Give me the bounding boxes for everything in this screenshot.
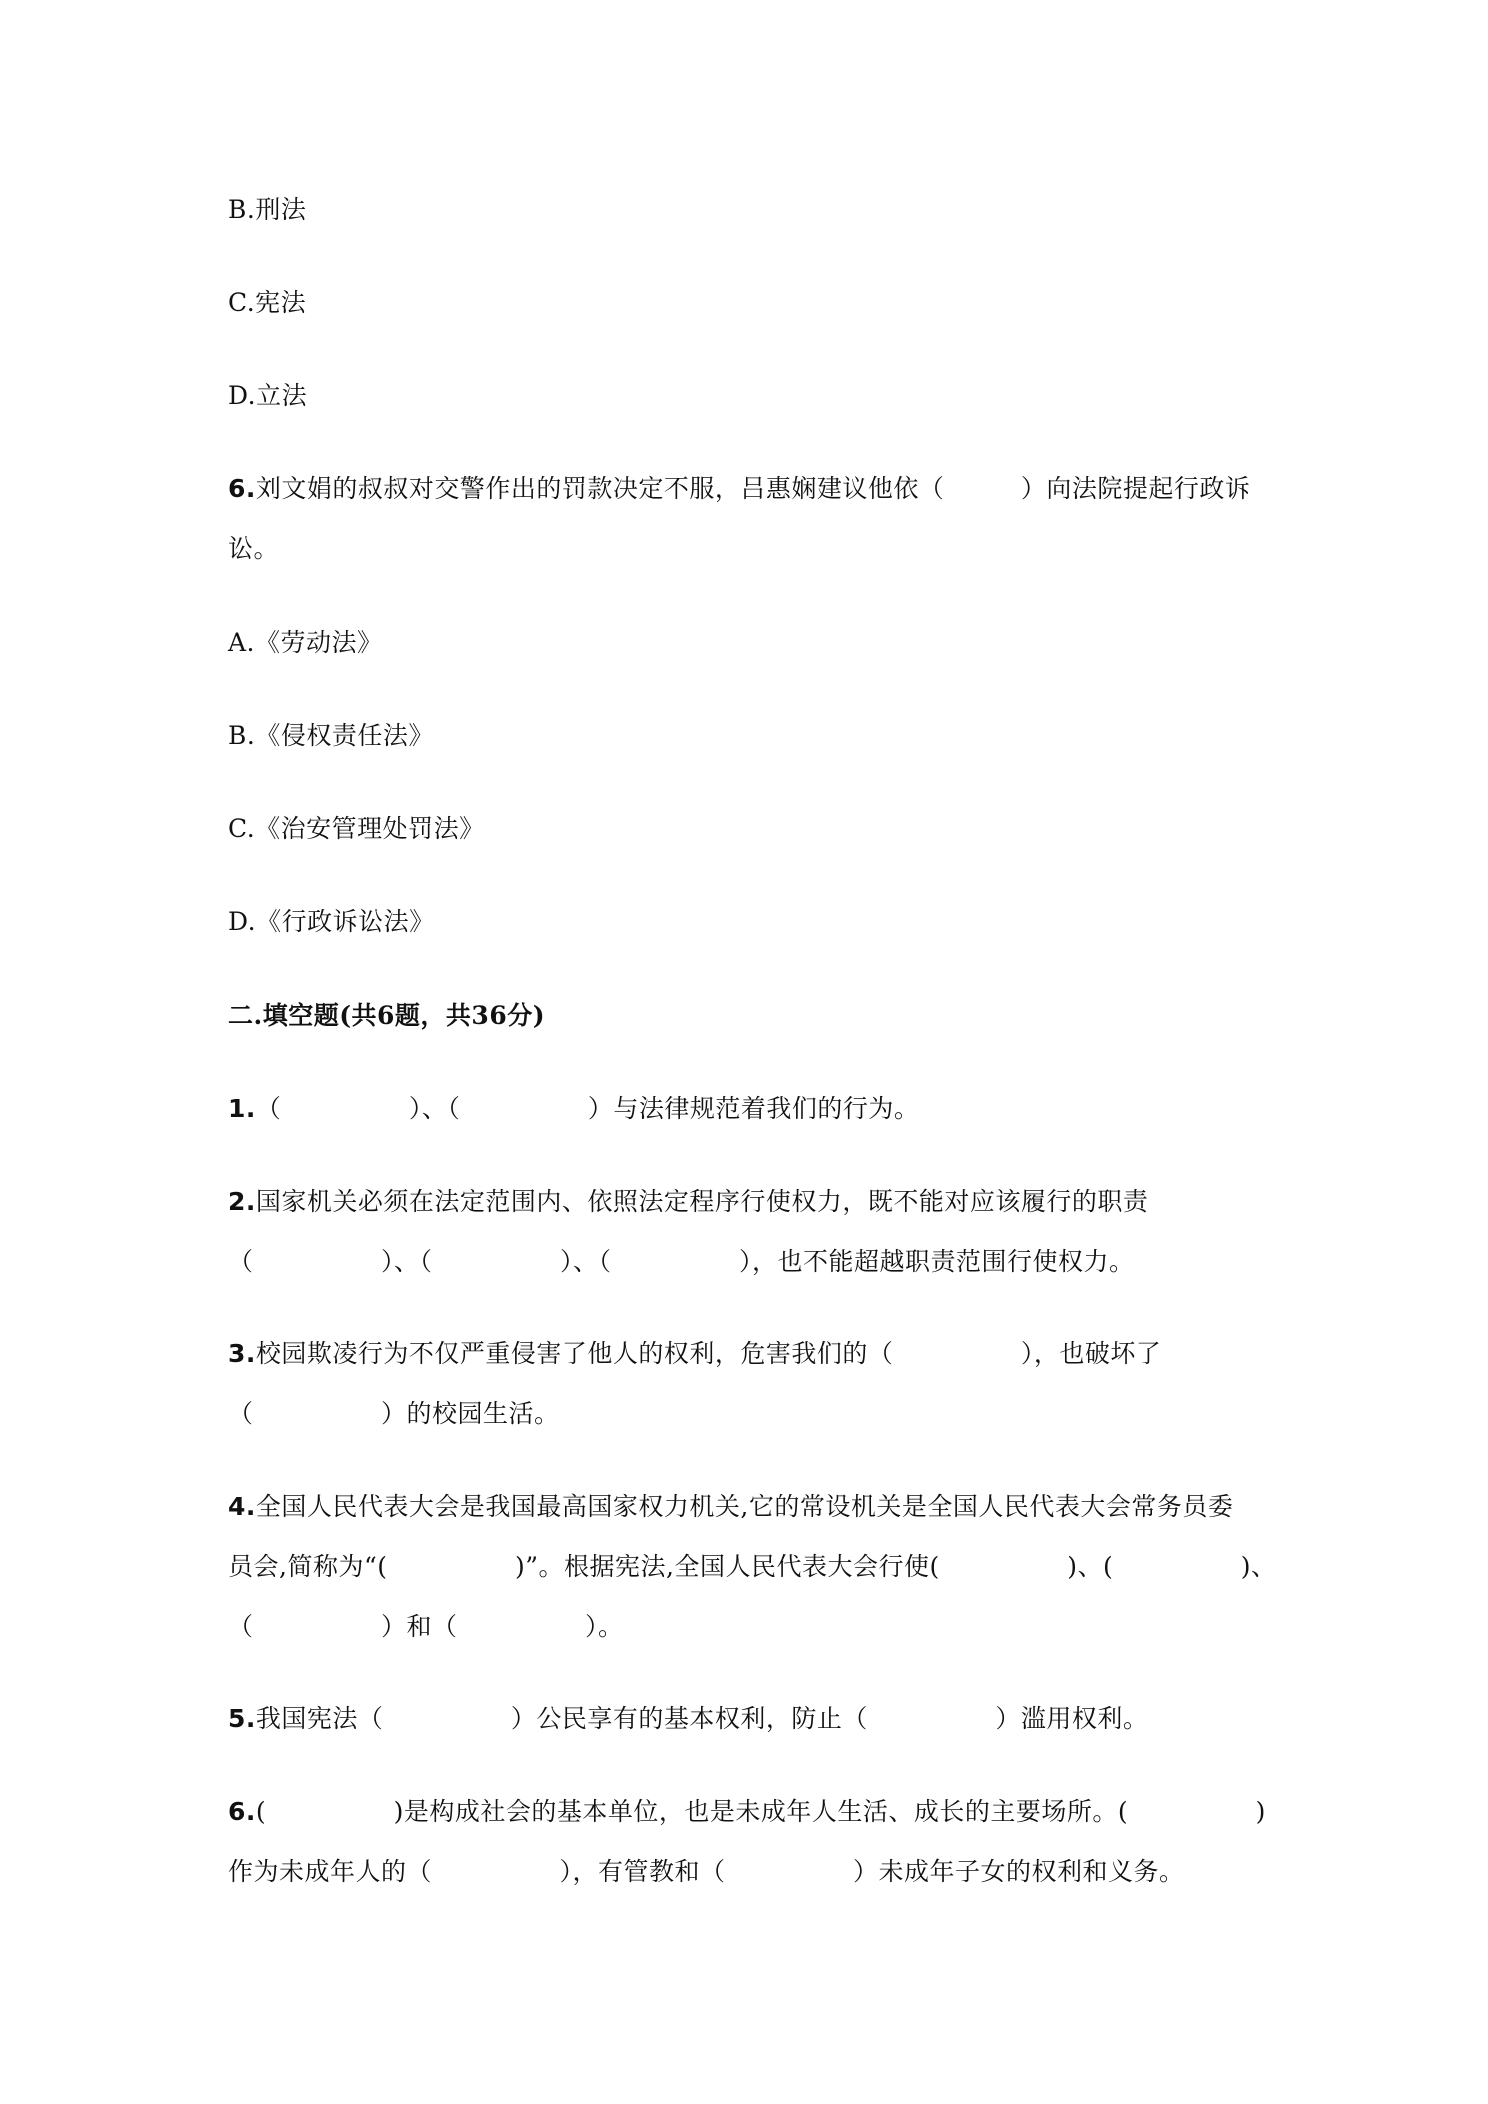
question-text: 全国人民代表大会是我国最高国家权力机关,它的常设机关是全国人民代表大会常务员委 bbox=[255, 1492, 1234, 1521]
fill-question-6-line-1 bbox=[228, 1796, 1266, 1828]
section-2-heading: 二.填空题(共6题，共36分) bbox=[228, 1001, 546, 1030]
question-6-option-d: D.《行政诉讼法》 bbox=[228, 907, 435, 936]
option-d: D.立法 bbox=[228, 381, 308, 410]
question-6-line-2: 讼。 bbox=[228, 534, 280, 563]
question-text: ( )是构成社会的基本单位，也是未成年人生活、成长的主要场所。( ) bbox=[255, 1797, 1266, 1826]
question-6-line-1 bbox=[228, 473, 1250, 505]
fill-question-4-line-3: （ ）和（ ）。 bbox=[228, 1612, 624, 1641]
question-text: 国家机关必须在法定范围内、依照法定程序行使权力，既不能对应该履行的职责 bbox=[255, 1187, 1149, 1216]
question-number: 6. bbox=[228, 474, 256, 503]
question-text: 校园欺凌行为不仅严重侵害了他人的权利，危害我们的（ ），也破坏了 bbox=[255, 1339, 1162, 1368]
question-number: 4. bbox=[228, 1492, 256, 1521]
fill-question-4-line-2: 员会,简称为“( )”。根据宪法,全国人民代表大会行使( )、( )、 bbox=[228, 1552, 1277, 1581]
fill-question-2-line-2: （ ）、（ ）、（ ），也不能超越职责范围行使权力。 bbox=[228, 1247, 1135, 1276]
question-text: 我国宪法（ ）公民享有的基本权利，防止（ ）滥用权利。 bbox=[255, 1704, 1149, 1733]
question-6-option-c: C.《治安管理处罚法》 bbox=[228, 814, 485, 843]
question-text: 刘文娟的叔叔对交警作出的罚款决定不服，吕惠娴建议他依（ ）向法院提起行政诉 bbox=[255, 474, 1251, 503]
question-6-option-a: A.《劳动法》 bbox=[228, 628, 383, 657]
question-text: （ ）、（ ）与法律规范着我们的行为。 bbox=[255, 1094, 920, 1123]
question-number: 5. bbox=[228, 1704, 256, 1733]
fill-question-5 bbox=[228, 1703, 1148, 1735]
fill-question-1 bbox=[228, 1093, 919, 1125]
question-6-option-b: B.《侵权责任法》 bbox=[228, 721, 434, 750]
question-number: 3. bbox=[228, 1339, 256, 1368]
question-number: 6. bbox=[228, 1797, 256, 1826]
option-c: C.宪法 bbox=[228, 288, 307, 317]
option-b: B.刑法 bbox=[228, 195, 307, 224]
fill-question-3-line-1 bbox=[228, 1338, 1161, 1370]
fill-question-4-line-1 bbox=[228, 1491, 1233, 1523]
fill-question-6-line-2: 作为未成年人的（ ），有管教和（ ）未成年子女的权利和义务。 bbox=[228, 1857, 1185, 1886]
question-number: 1. bbox=[228, 1094, 256, 1123]
fill-question-3-line-2: （ ）的校园生活。 bbox=[228, 1399, 560, 1428]
question-number: 2. bbox=[228, 1187, 256, 1216]
fill-question-2-line-1 bbox=[228, 1186, 1148, 1218]
